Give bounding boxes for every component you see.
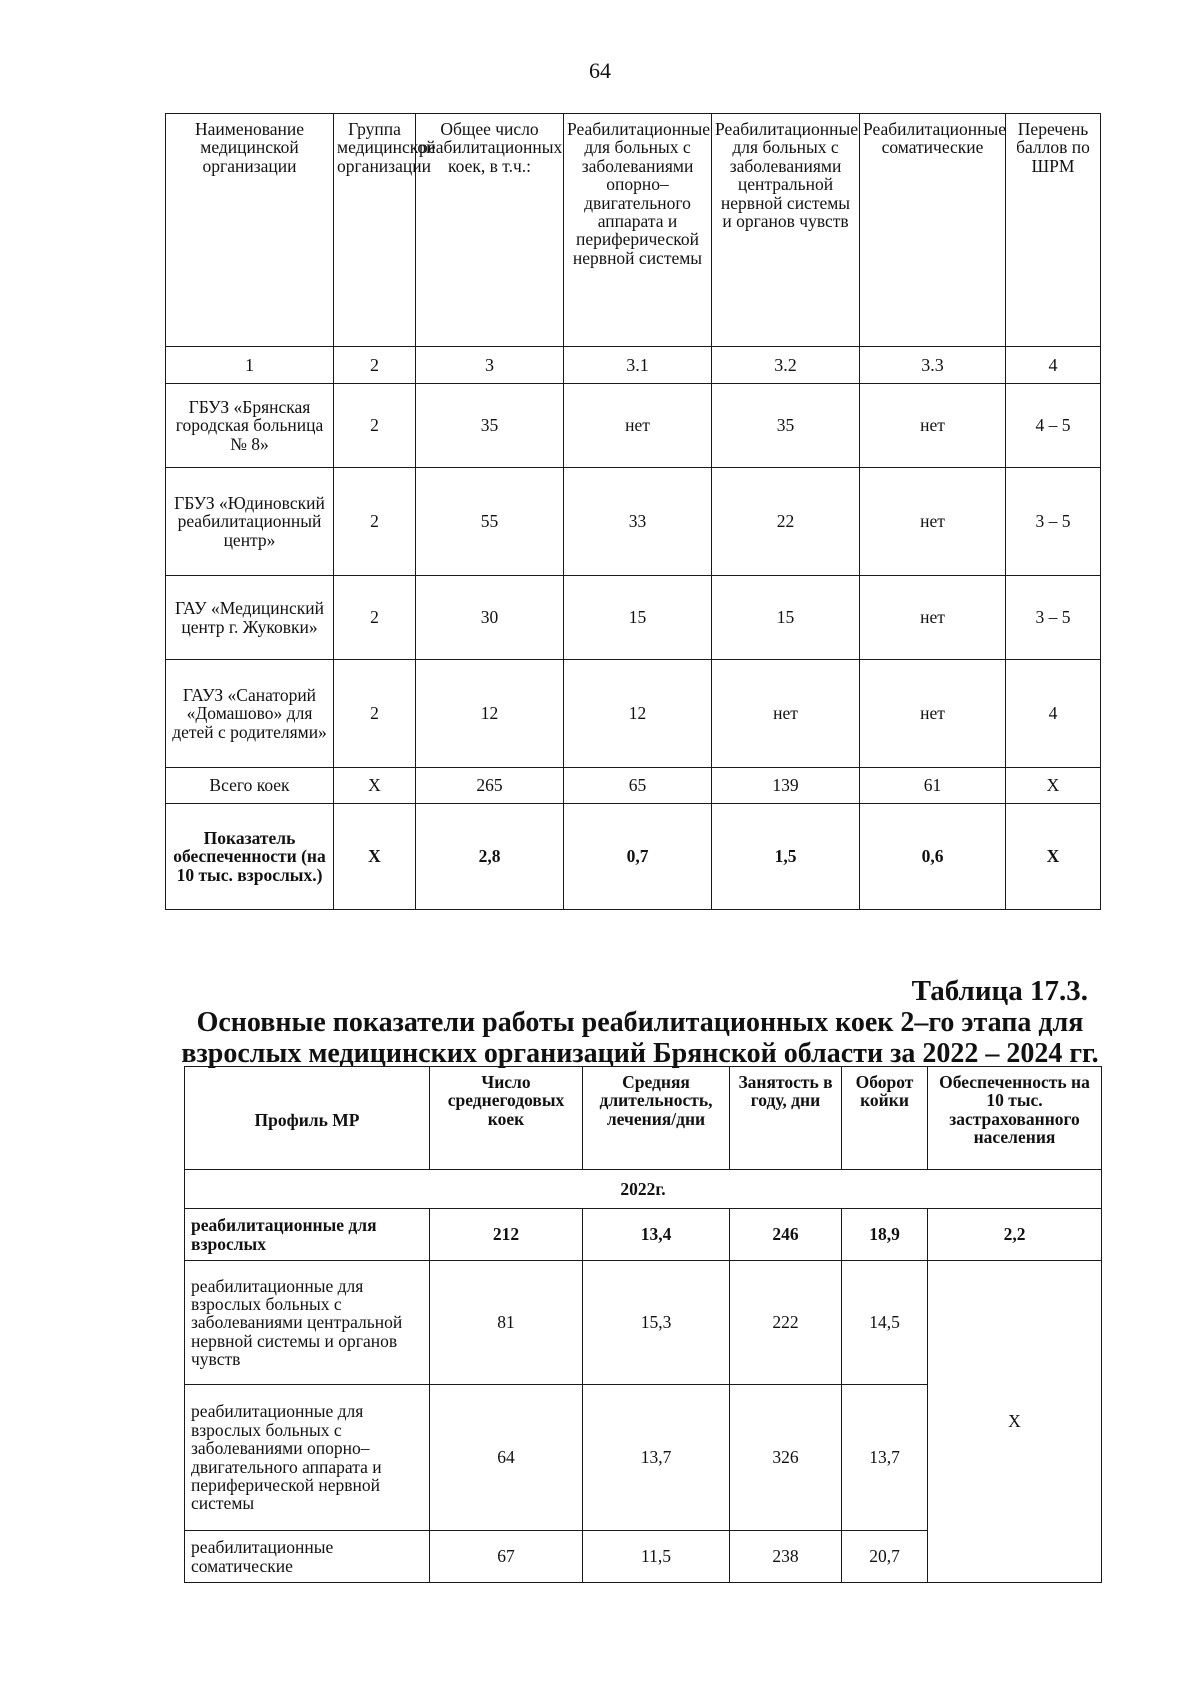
indicator-row [166,804,1101,910]
column-number: 3 [416,347,564,384]
table-cell: 3 – 5 [1006,468,1101,576]
header-org-name: Наименование медицинской организации [166,114,334,347]
table-cell: 139 [712,768,860,804]
rehab-beds-table [165,113,1101,910]
table-cell: 2 [334,468,416,576]
table-row [166,576,1101,660]
table-cell: нет [712,660,860,768]
header-bed-turnover: Оборот койки [842,1067,928,1170]
header-musculoskeletal: Реабилитационные для больных с заболеваниями опорно–двигательного аппарата и периферической нервной системы [564,114,712,347]
table-cell: 2 [334,576,416,660]
table-cell: нет [860,576,1006,660]
year-row [185,1170,1102,1209]
table-cell: 0,7 [564,804,712,910]
rehab-performance-table [184,1066,1102,1583]
table-cell: 15 [712,576,860,660]
table-row [166,468,1101,576]
table-cell: Показатель обеспеченности (на 10 тыс. взрослых.) [166,804,334,910]
table-cell: 35 [416,384,564,468]
header-avg-beds: Число среднегодовых коек [430,1067,583,1170]
table-cell: нет [860,468,1006,576]
table-cell: 22 [712,468,860,576]
table-cell: реабилитационные для взрослых [185,1209,430,1261]
table-cell: 265 [416,768,564,804]
table-cell: 67 [430,1531,583,1583]
table-cell: 81 [430,1261,583,1385]
header-total-beds: Общее число реабилитационных коек, в т.ч.: [416,114,564,347]
column-number: 3.1 [564,347,712,384]
column-number: 3.2 [712,347,860,384]
table-cell: реабилитационные соматические [185,1531,430,1583]
table-cell: 13,7 [842,1385,928,1531]
header-shrm-scores: Перечень баллов по ШРМ [1006,114,1101,347]
column-number: 3.3 [860,347,1006,384]
table-row [185,1209,1102,1261]
table-cell: 35 [712,384,860,468]
table-cell: 2 [334,384,416,468]
table-caption-title: Основные показатели работы реабилитационных коек 2–го этапа для взрослых медицинских организаций Брянской области за 2022 – 2024 гг. [181,1007,1099,1070]
table-caption-number: Таблица 17.3. [911,975,1088,1007]
table-cell: ГАУ «Медицинский центр г. Жуковки» [166,576,334,660]
year-label: 2022г. [185,1170,1102,1209]
header-somatic: Реабилитационные соматические [860,114,1006,347]
table-cell: ГБУЗ «Брянская городская больница № 8» [166,384,334,468]
table-cell: 18,9 [842,1209,928,1261]
table-cell: 3 – 5 [1006,576,1101,660]
table-cell: 1,5 [712,804,860,910]
table-cell: 4 – 5 [1006,384,1101,468]
header-avg-duration: Средняя длительность, лечения/дни [583,1067,730,1170]
table-cell: 64 [430,1385,583,1531]
table-cell: X [1006,804,1101,910]
table-row [185,1261,1102,1385]
header-cns: Реабилитационные для больных с заболеваниями центральной нервной системы и органов чувств [712,114,860,347]
table-cell: 2 [334,660,416,768]
table-header-row [185,1067,1102,1170]
table-cell: X [334,768,416,804]
column-number: 1 [166,347,334,384]
header-org-group: Группа медицинской организации [334,114,416,347]
table-row [166,660,1101,768]
table-cell: 4 [1006,660,1101,768]
table-cell: 13,7 [583,1385,730,1531]
table-cell: 55 [416,468,564,576]
table-cell: 15 [564,576,712,660]
table-cell: 14,5 [842,1261,928,1385]
header-provision: Обеспеченность на 10 тыс. застрахованного населения [928,1067,1102,1170]
table-cell: 33 [564,468,712,576]
table-cell: 246 [730,1209,842,1261]
table-cell: 30 [416,576,564,660]
table-cell: 20,7 [842,1531,928,1583]
table-cell: ГАУЗ «Санаторий «Домашово» для детей с родителями» [166,660,334,768]
table-cell: 222 [730,1261,842,1385]
table-cell: ГБУЗ «Юдиновский реабилитационный центр» [166,468,334,576]
table-cell: 12 [416,660,564,768]
table-cell: Всего коек [166,768,334,804]
table-cell: реабилитационные для взрослых больных с заболеваниями центральной нервной системы и органов чувств [185,1261,430,1385]
page-number: 64 [589,58,611,83]
table-cell: 0,6 [860,804,1006,910]
table-cell: нет [860,660,1006,768]
table-header-row [166,114,1101,347]
header-profile: Профиль МР [185,1067,430,1170]
total-row [166,768,1101,804]
column-number-row [166,347,1101,384]
table-cell: 212 [430,1209,583,1261]
table-cell: реабилитационные для взрослых больных с заболеваниями опорно–двигательного аппарата и периферической нервной системы [185,1385,430,1531]
table-cell: нет [564,384,712,468]
table-cell: 326 [730,1385,842,1531]
table-row [166,384,1101,468]
table-cell: 13,4 [583,1209,730,1261]
table-cell: 2,2 [928,1209,1102,1261]
table-cell: 238 [730,1531,842,1583]
merged-cell: X [928,1261,1102,1583]
table-cell: 61 [860,768,1006,804]
column-number: 4 [1006,347,1101,384]
table-cell: 12 [564,660,712,768]
table-cell: 2,8 [416,804,564,910]
column-number: 2 [334,347,416,384]
table-cell: нет [860,384,1006,468]
table-cell: X [1006,768,1101,804]
table-cell: 65 [564,768,712,804]
table-cell: 11,5 [583,1531,730,1583]
table-cell: X [334,804,416,910]
table-cell: 15,3 [583,1261,730,1385]
header-occupancy: Занятость в году, дни [730,1067,842,1170]
